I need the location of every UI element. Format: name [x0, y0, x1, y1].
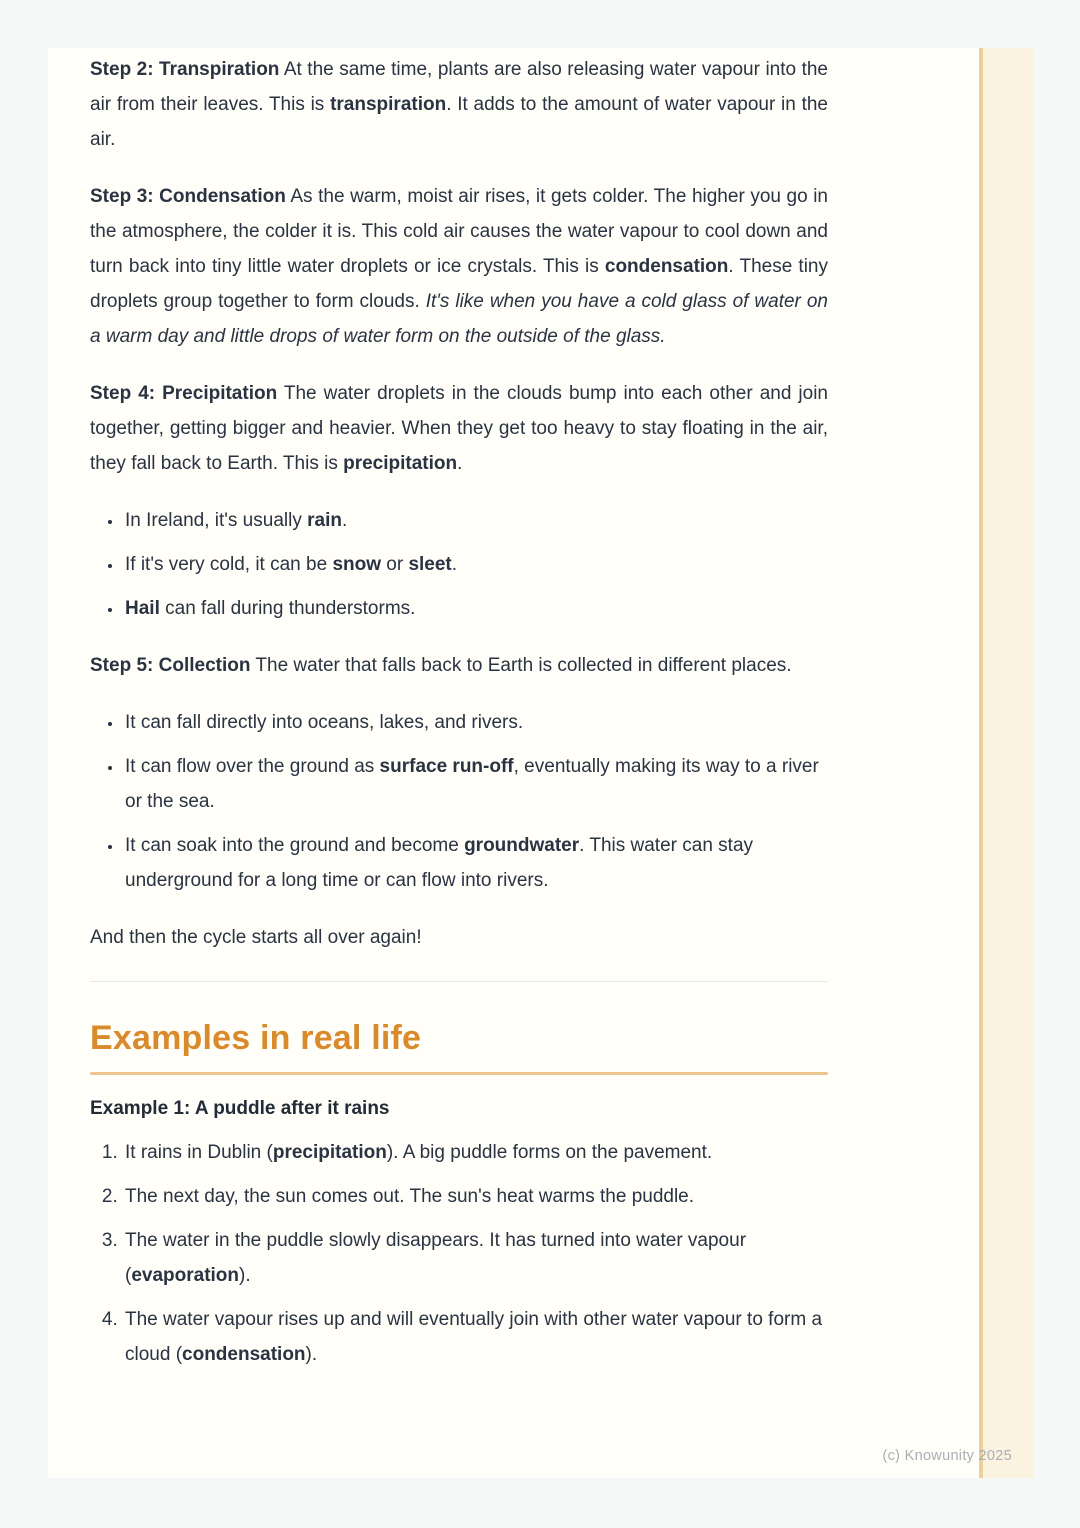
text-run: It's like when you have a cold glass of water on a warm day and little drops of water form on the outside of the glass. — [90, 291, 828, 347]
bullet-list — [90, 503, 828, 626]
list-item — [123, 828, 828, 898]
text-run: or — [381, 554, 409, 575]
text-run: If it's very cold, it can be — [125, 554, 333, 575]
text-run: Step 4: Precipitation — [90, 383, 278, 404]
text-run: The water in the puddle slowly disappears. It has turned into water vapour ( — [125, 1230, 747, 1286]
text-run: precipitation — [343, 453, 458, 474]
text-run: . — [341, 510, 348, 531]
paragraph — [90, 376, 828, 481]
text-run: And then the cycle starts all over again! — [90, 927, 422, 948]
text-run: Example 1: A puddle after it rains — [90, 1098, 390, 1119]
text-run: ). — [305, 1344, 318, 1365]
paragraph — [90, 920, 828, 955]
list-item — [123, 591, 828, 626]
text-run: ). — [239, 1265, 251, 1286]
text-run: It can flow over the ground as — [125, 756, 380, 777]
text-run: evaporation — [131, 1265, 240, 1286]
subheading — [90, 1097, 828, 1121]
text-run: Step 3: Condensation — [90, 186, 286, 207]
list-item — [123, 749, 828, 819]
text-run: , eventually making its way to a river or the sea. — [125, 756, 819, 812]
text-run: . It adds to the amount of water vapour in the air. — [90, 94, 828, 150]
page-side-band — [979, 48, 1034, 1478]
text-run: snow — [332, 554, 381, 575]
list-item — [123, 547, 828, 582]
text-run: condensation — [182, 1344, 306, 1365]
text-run: . — [451, 554, 458, 575]
text-run: condensation — [604, 256, 729, 277]
list-item — [123, 1179, 828, 1214]
list-item — [123, 1135, 828, 1170]
bullet-list — [90, 705, 828, 898]
list-item — [123, 1302, 828, 1372]
text-run: The water vapour rises up and will eventually join with other water vapour to form a cloud ( — [125, 1309, 823, 1365]
paragraph — [90, 52, 828, 157]
heading-underline — [90, 1072, 828, 1075]
text-run: surface run-off — [379, 756, 514, 777]
text-run: . This water can stay underground for a long time or can flow into rivers. — [125, 835, 754, 891]
text-run: The water that falls back to Earth is collected in different places. — [250, 655, 792, 676]
text-run: The water droplets in the clouds bump into each other and join together, getting bigger and heavier. When they get too heavy to stay floating in the air, they fall back to Earth. This is — [90, 383, 829, 474]
text-run: Examples in real life — [90, 1019, 422, 1057]
paragraph — [90, 179, 828, 354]
document-page — [48, 48, 1034, 1478]
text-run: . These tiny droplets group together to form clouds. — [90, 256, 829, 312]
text-run: . — [457, 453, 463, 474]
section-divider — [90, 981, 828, 982]
list-item — [123, 503, 828, 538]
text-run: transpiration — [330, 94, 447, 115]
text-run: It can soak into the ground and become — [125, 835, 465, 856]
document-content — [90, 52, 828, 1394]
list-item — [123, 1223, 828, 1293]
watermark: (c) Knowunity 2025 — [882, 1448, 1012, 1464]
text-run: can fall during thunderstorms. — [159, 598, 416, 619]
text-run: The next day, the sun comes out. The sun's heat warms the puddle. — [125, 1186, 695, 1207]
text-run: At the same time, plants are also releasing water vapour into the air from their leaves. This is — [90, 59, 828, 115]
numbered-list — [90, 1135, 828, 1372]
text-run: As the warm, moist air rises, it gets colder. The higher you go in the atmosphere, the colder it is. This cold air causes the water vapour to cool down and turn back into tiny little water droplets or ice crystals. This is — [90, 186, 828, 277]
list-item — [123, 705, 828, 740]
text-run: It rains in Dublin ( — [125, 1142, 273, 1163]
text-run: groundwater — [464, 835, 580, 856]
text-run: ). A big puddle forms on the pavement. — [386, 1142, 713, 1163]
text-run: In Ireland, it's usually — [125, 510, 308, 531]
text-run: precipitation — [272, 1142, 387, 1163]
text-run: Step 5: Collection — [90, 655, 251, 676]
text-run: It can fall directly into oceans, lakes, and rivers. — [125, 712, 524, 733]
text-run: Step 2: Transpiration — [90, 59, 280, 80]
section-heading — [90, 1018, 828, 1058]
paragraph — [90, 648, 828, 683]
text-run: sleet — [408, 554, 452, 575]
text-run: rain — [307, 510, 342, 531]
text-run: Hail — [125, 598, 160, 619]
